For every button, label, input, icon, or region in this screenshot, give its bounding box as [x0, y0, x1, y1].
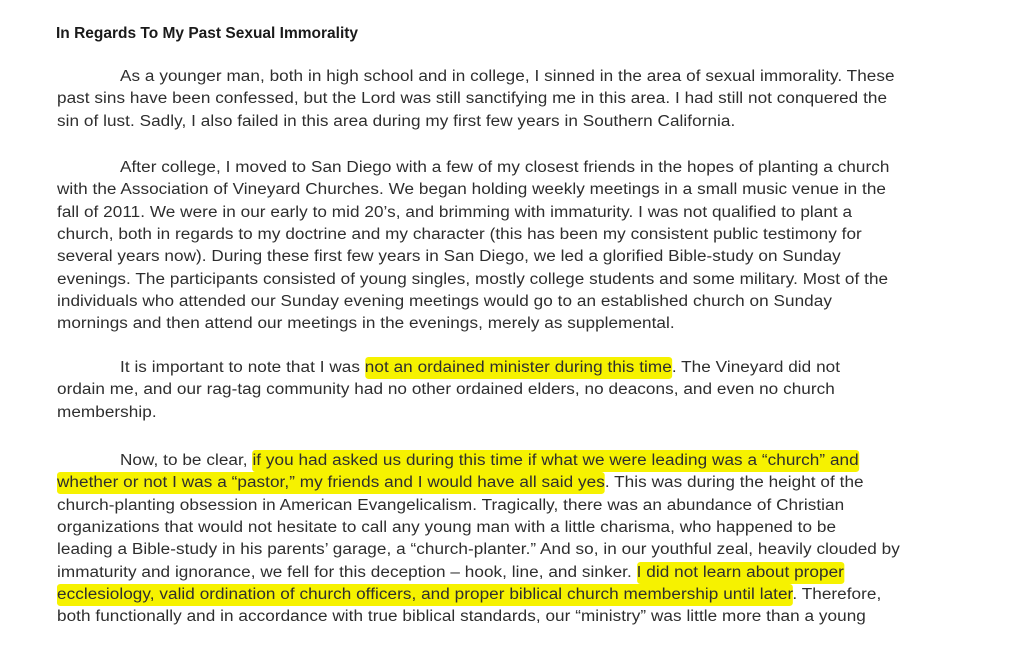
paragraph-4-line-5 — [57, 541, 900, 559]
paragraph-1-line-2 — [57, 90, 887, 108]
document-heading: In Regards To My Past Sexual Immorality — [56, 25, 359, 42]
highlighted-text: whether or not I was a “pastor,” my friends and I would have all said yes — [57, 472, 605, 494]
paragraph-2-line-4 — [57, 226, 862, 244]
text-run: . The Vineyard did not — [671, 359, 841, 376]
text-run: It is important to note that I was — [120, 359, 365, 376]
text-run: organizations that would not hesitate to call any young man with a little charisma, who happened to be — [57, 518, 837, 536]
text-run: Now, to be clear, — [120, 452, 253, 469]
text-run: past sins have been confessed, but the Lord was still sanctifying me in this area. I had still not conquered the — [57, 90, 888, 108]
text-run: with the Association of Vineyard Churches. We began holding weekly meetings in a small music venue in the — [57, 181, 887, 199]
text-run: fall of 2011. We were in our early to mid 20’s, and brimming with immaturity. I was not qualified to plant a — [57, 203, 853, 221]
text-run: immaturity and ignorance, we fell for this deception – hook, line, and sinker. — [57, 563, 637, 581]
paragraph-2-line-8 — [57, 315, 675, 333]
paragraph-4-line-6 — [57, 564, 844, 582]
paragraph-2-line-3 — [57, 204, 852, 222]
text-run: ordain me, and our rag-tag community had no other ordained elders, no deacons, and even no church — [57, 381, 835, 399]
text-run: leading a Bible-study in his parents’ garage, a “church-planter.” And so, in our youthful zeal, heavily clouded by — [57, 541, 900, 559]
text-run: individuals who attended our Sunday evening meetings would go to an established church on Sunday — [57, 292, 832, 310]
paragraph-4-line-4 — [57, 519, 836, 537]
text-run: As a younger man, both in high school and in college, I sinned in the area of sexual immorality. These — [120, 68, 895, 85]
text-run: membership. — [57, 403, 157, 421]
paragraph-2-line-1 — [120, 159, 889, 177]
paragraph-3-line-2 — [57, 381, 835, 399]
paragraph-2-line-5 — [57, 248, 841, 266]
highlighted-text: not an ordained minister during this time — [365, 357, 672, 379]
paragraph-1-line-3 — [57, 113, 735, 131]
highlighted-text: I did not learn about proper — [637, 562, 844, 584]
text-run: . Therefore, — [792, 585, 882, 603]
text-run: church-planting obsession in American Evangelicalism. Tragically, there was an abundance of Christian — [57, 496, 845, 514]
paragraph-4-line-3 — [57, 497, 844, 515]
text-run: mornings and then attend our meetings in the evenings, merely as supplemental. — [57, 315, 675, 333]
paragraph-4-line-8 — [57, 608, 866, 626]
paragraph-4-line-1 — [120, 452, 859, 470]
text-run: several years now). During these first few years in San Diego, we led a glorified Bible-study on Sunday — [57, 248, 841, 266]
paragraph-2-line-2 — [57, 181, 886, 199]
paragraph-4-line-2 — [57, 474, 864, 492]
paragraph-3-line-1 — [120, 359, 840, 377]
paragraph-3-line-3 — [57, 404, 157, 422]
text-run: church, both in regards to my doctrine and my character (this has been my consistent public testimony for — [57, 225, 862, 243]
paragraph-2-line-6 — [57, 271, 888, 289]
text-run: . This was during the height of the — [604, 474, 864, 492]
highlighted-text: if you had asked us during this time if what we were leading was a “church” and — [252, 450, 858, 472]
paragraph-2-line-7 — [57, 293, 832, 311]
text-run: After college, I moved to San Diego with a few of my closest friends in the hopes of planting a church — [120, 159, 890, 176]
paragraph-4-line-7 — [57, 586, 881, 604]
paragraph-1-line-1 — [120, 68, 895, 86]
text-run: sin of lust. Sadly, I also failed in this area during my first few years in Southern California. — [57, 112, 736, 130]
text-run: both functionally and in accordance with true biblical standards, our “ministry” was little more than a young — [57, 608, 866, 626]
text-run: evenings. The participants consisted of young singles, mostly college students and some military. Most of the — [57, 270, 889, 288]
highlighted-text: ecclesiology, valid ordination of church officers, and proper biblical church membership until later — [57, 584, 792, 606]
